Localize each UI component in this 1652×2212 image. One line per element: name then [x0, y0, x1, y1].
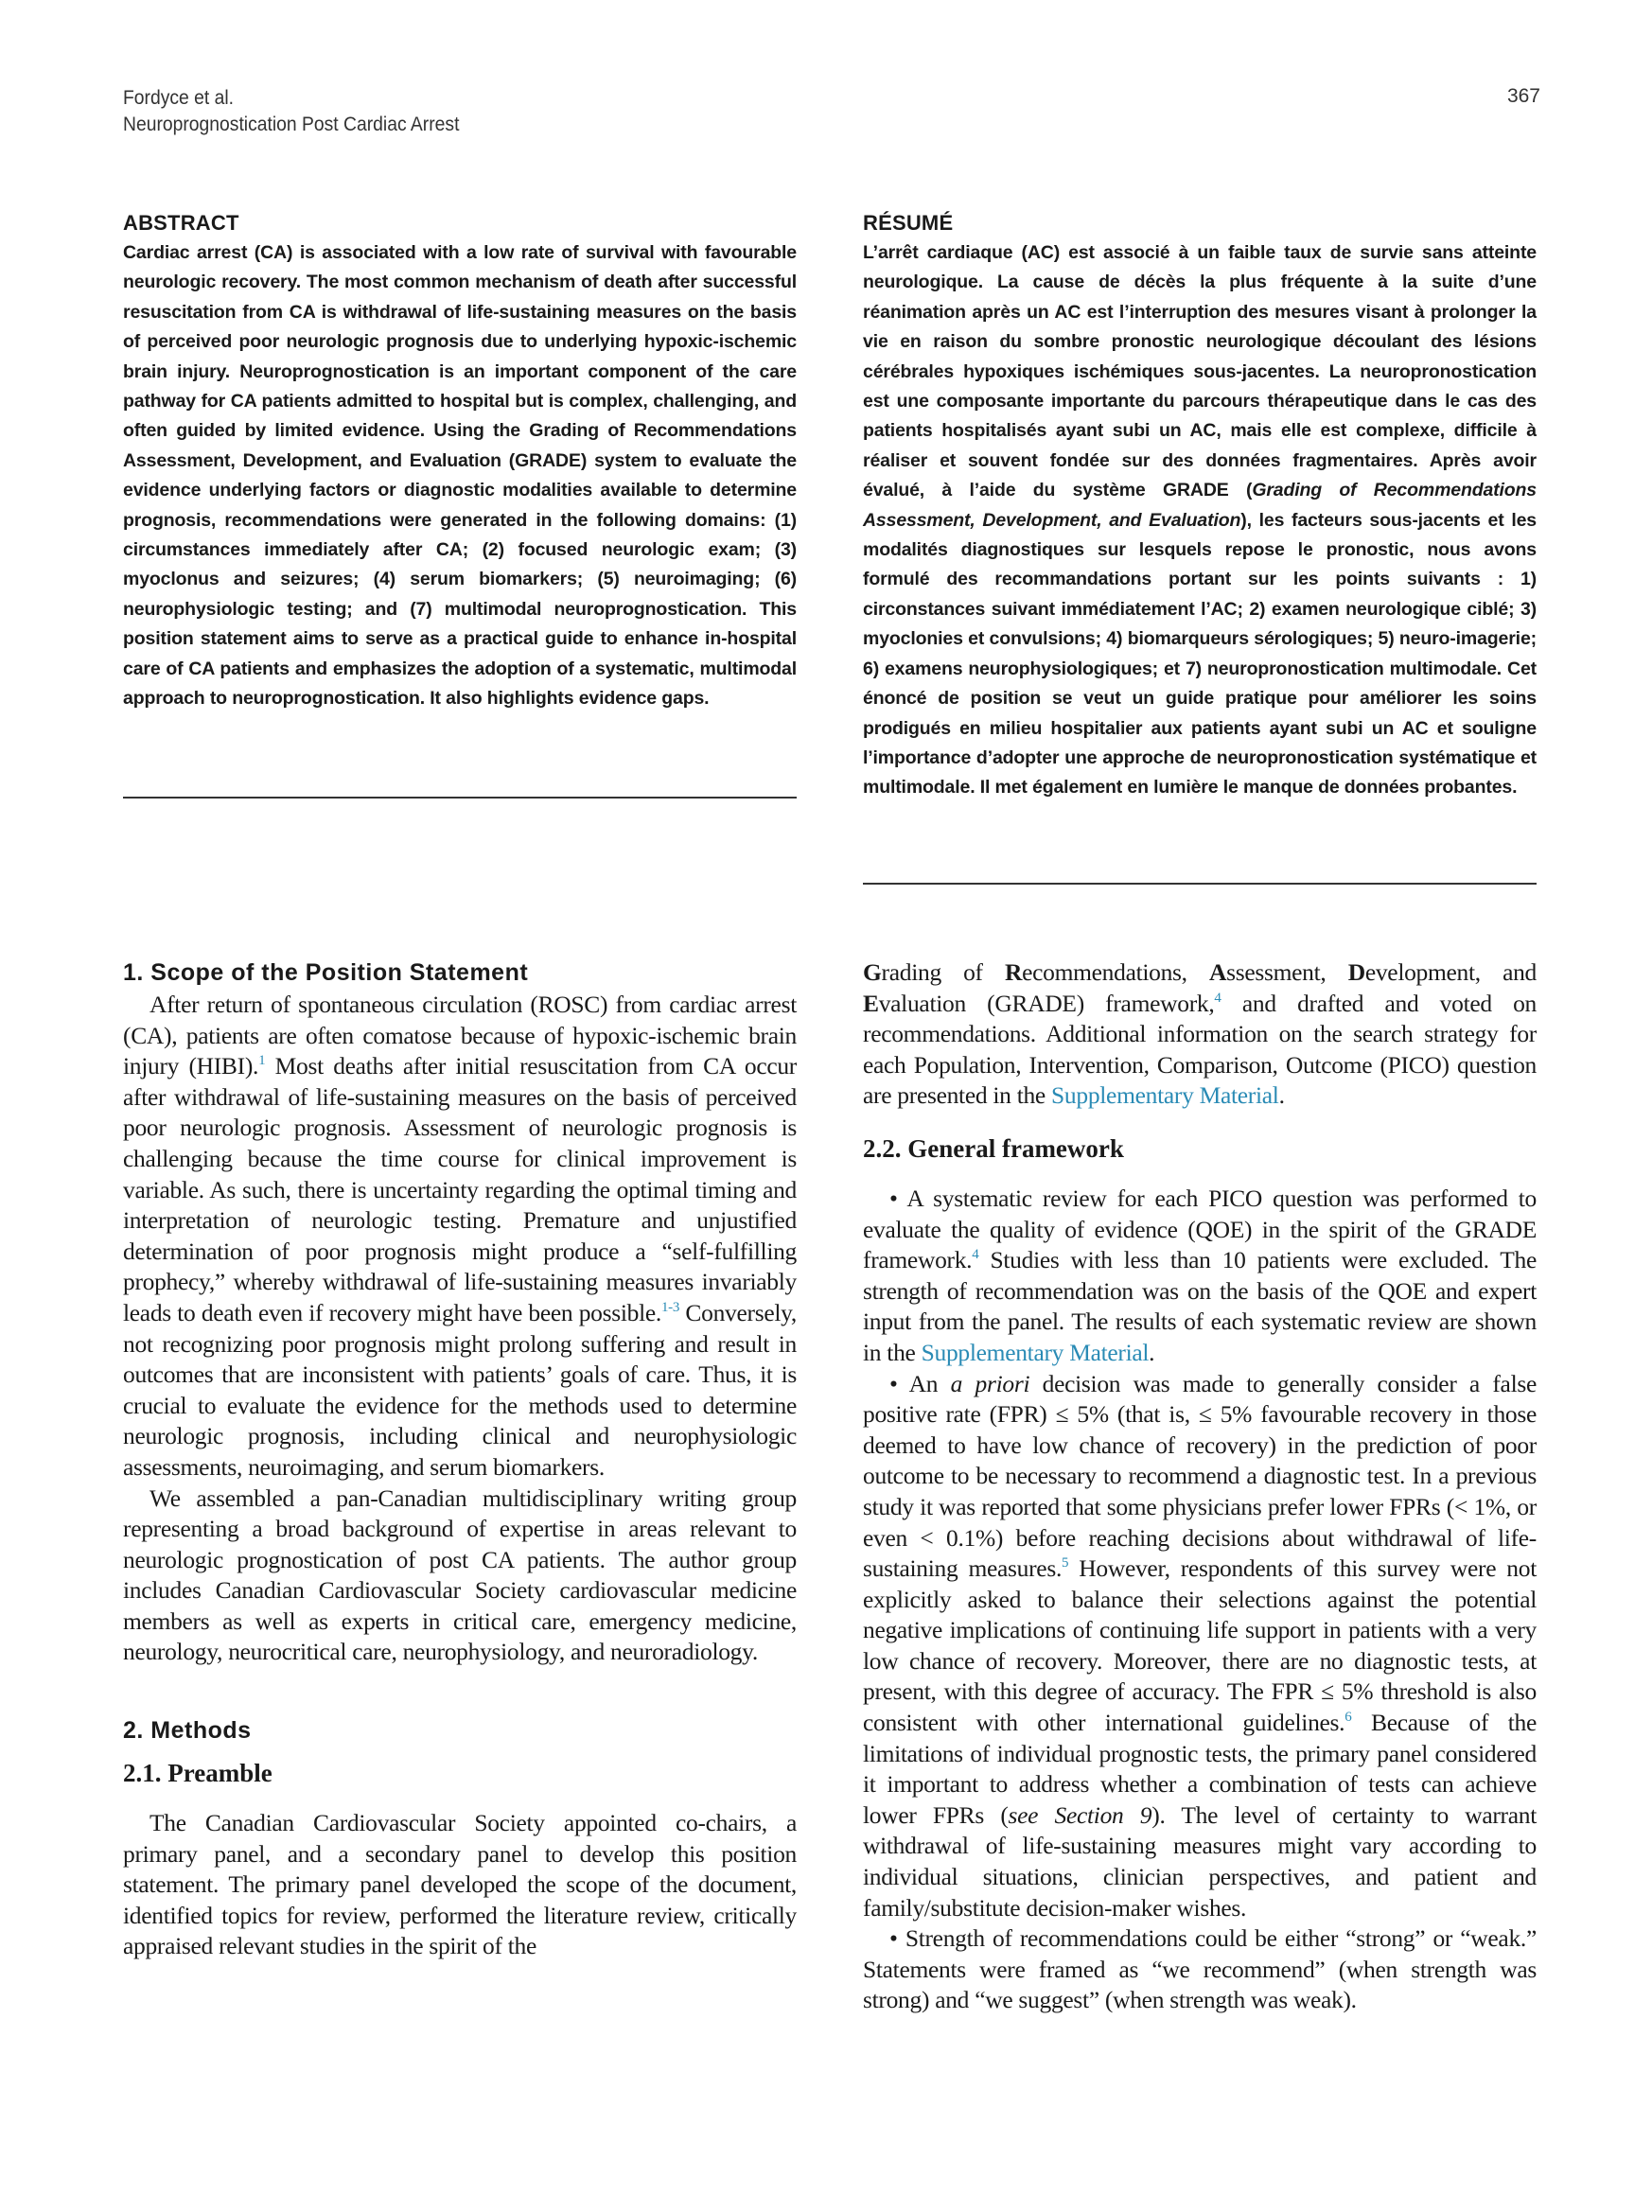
text-run: E	[863, 989, 879, 1017]
subsection-2-1-paragraph: The Canadian Cardiovascular Society appointed co-chairs, a primary panel, and a secondary panel to develop this position statement. The primary panel developed the scope of the document, identified topics for review, performed the literature review, critically appraised relevant studies in the spirit of the	[123, 1809, 797, 1960]
text-run: .	[1149, 1338, 1155, 1366]
text-run: After return of spontaneous circulation (ROSC) from cardiac arrest (CA), patients are often comatose because of hypoxic-ischemic brain injury (HIBI).	[123, 991, 797, 1080]
resume-text-italic: Grading of Recommendations Assessment, Development, and Evaluation	[863, 480, 1537, 531]
body-column-left	[123, 957, 797, 1962]
text-run: G	[863, 958, 882, 986]
text-run-italic: a priori	[950, 1369, 1030, 1397]
resume-text	[863, 238, 1537, 803]
citation-link[interactable]: 1-3	[660, 1299, 680, 1315]
text-run: .	[1278, 1081, 1285, 1110]
text-run: valuation (GRADE) framework,	[878, 989, 1215, 1017]
supplementary-material-link[interactable]: Supplementary Material	[1051, 1081, 1279, 1110]
text-run: Because of the limitations of individual prognostic tests, the primary panel considered it important to address whether a combination of tests can achieve lower FPRs (	[863, 1709, 1537, 1829]
text-run: • A systematic review for each PICO question was performed to evaluate the quality of evidence (QOE) in the spirit of the GRADE framework.	[863, 1184, 1537, 1274]
section-1-paragraph-1	[123, 990, 797, 1483]
resume-text-part: L’arrêt cardiaque (AC) est associé à un faible taux de survie sans atteinte neurologique. La cause de décès la plus fréquente à la suite d’une réanimation après un AC est l’interruption des mesures visant à prolonger la vie en raison du sombre pronostic neurologique découlant des lésions cérébrales hypoxiques ischémiques sous-jacentes. La neuropronostication est une composante importante du parcours thérapeutique dans le cas des patients hospitalisés ayant subi un AC, mais elle est complexe, difficile à réaliser et souvent fondée sur des données fragmentaires. Après avoir évalué, à l’aide du système GRADE (	[863, 242, 1537, 501]
text-run: R	[1004, 958, 1023, 986]
section-1-paragraph-2: We assembled a pan-Canadian multidisciplinary writing group representing a broad background of expertise in areas relevant to neurologic prognostication of post CA patients. The author group includes Canadian Cardiovascular Society cardiovascular medicine members as well as experts in critical care, emergency medicine, neurology, neurocritical care, neurophysiology, and neuroradiology.	[123, 1483, 797, 1666]
abstract-title: ABSTRACT	[123, 211, 239, 235]
framework-bullet-1	[863, 1184, 1537, 1369]
page-number: 367	[1506, 85, 1540, 107]
citation-link[interactable]: 6	[1344, 1710, 1352, 1726]
supplementary-material-link[interactable]: Supplementary Material	[921, 1338, 1150, 1366]
text-run: decision was made to generally consider a false positive rate (FPR) ≤ 5% (that is, ≤ 5% favourable recovery in those deemed to have low chance of recovery) in the prediction of poor outcome to be necessary to recommend a diagnostic test. In a previous study it was reported that some physicians prefer lower FPRs (< 1%, or even < 0.1%) before reaching decisions about withdrawal of life-sustaining measures.	[863, 1369, 1538, 1583]
running-head-authors: Fordyce et al.	[123, 87, 235, 109]
text-run: rading of	[881, 958, 1005, 986]
text-run: • An	[889, 1369, 951, 1397]
text-run: ecommendations,	[1022, 958, 1209, 986]
resume-block	[863, 210, 1537, 803]
section-2-heading: 2. Methods	[123, 1717, 252, 1745]
running-head-title: Neuroprognostication Post Cardiac Arrest	[123, 114, 460, 135]
framework-bullet-2	[863, 1369, 1537, 1924]
running-head	[123, 85, 459, 138]
abstract-block	[123, 210, 797, 714]
text-run: and drafted and voted on recommendations. Additional information on the search strategy for each Population, Intervention, Comparison, Outcome (PICO) question are presented in the	[863, 989, 1537, 1110]
subsection-2-1-paragraph-continued	[863, 957, 1537, 1112]
subsection-2-2-heading: 2.2. General framework	[863, 1133, 1124, 1163]
text-run: Most deaths after initial resuscitation from CA occur after withdrawal of life-sustaining measures on the basis of perceived poor neurologic prognosis. Assessment of neurologic prognosis is challenging because the time course for clinical improvement is variable. As such, there is uncertainty regarding the optimal timing and interpretation of neurologic testing. Premature and unjustified determination of poor prognosis might produce a “self-fulfilling prophecy,” whereby withdrawal of life-sustaining measures invariably leads to death even if recovery might have been possible.	[123, 1052, 797, 1326]
citation-link[interactable]: 1	[258, 1053, 266, 1069]
text-run: Conversely, not recognizing poor prognosis might prolong suffering and result in outcomes that are inconsistent with patients’ goals of care. Thus, it is crucial to evaluate the evidence for the methods used to determine neurologic prognosis, including clinical and neurophysiologic assessments, neuroimaging, and serum biomarkers.	[123, 1298, 797, 1481]
abstract-text: Cardiac arrest (CA) is associated with a low rate of survival with favourable neurologic recovery. The most common mechanism of death after successful resuscitation from CA is withdrawal of life-sustaining measures on the basis of perceived poor neurologic prognosis due to underlying hypoxic-ischemic brain injury. Neuroprognostication is an important component of the care pathway for CA patients admitted to hospital but is complex, challenging, and often guided by limited evidence. Using the Grading of Recommendations Assessment, Development, and Evaluation (GRADE) system to evaluate the evidence underlying factors or diagnostic modalities available to determine prognosis, recommendations were generated in the following domains: (1) circumstances immediately after CA; (2) focused neurologic exam; (3) myoclonus and seizures; (4) serum biomarkers; (5) neuroimaging; (6) neurophysiologic testing; and (7) multimodal neuroprognostication. This position statement aims to serve as a practical guide to enhance in-hospital care of CA patients and emphasizes the adoption of a systematic, multimodal approach to neuroprognostication. It also highlights evidence gaps.	[123, 242, 797, 710]
citation-link[interactable]: 5	[1062, 1555, 1069, 1571]
text-run: D	[1347, 958, 1365, 986]
section-1-heading: 1. Scope of the Position Statement	[123, 959, 529, 986]
subsection-2-1-heading: 2.1. Preamble	[123, 1759, 272, 1788]
section-crossref-link[interactable]: see Section 9	[1008, 1800, 1152, 1829]
text-run: Studies with less than 10 patients were excluded. The strength of recommendation was on the basis of the QOE and expert input from the panel. The results of each systematic review are shown in the	[863, 1246, 1537, 1366]
abstract-divider	[123, 797, 797, 799]
citation-link[interactable]: 4	[972, 1247, 979, 1263]
resume-title: RÉSUMÉ	[863, 211, 954, 235]
framework-bullet-3: • Strength of recommendations could be either “strong” or “weak.” Statements were framed as “we recommend” (when strength was strong) and “we suggest” (when strength was weak).	[863, 1924, 1537, 2014]
text-run: ssessment,	[1226, 958, 1348, 986]
resume-divider	[863, 883, 1537, 885]
citation-link[interactable]: 4	[1214, 990, 1221, 1006]
text-run: A	[1208, 958, 1227, 986]
body-column-right	[863, 957, 1537, 2016]
resume-text-part: ), les facteurs sous-jacents et les modalités diagnostiques sur lesquels repose le pronostic, nous avons formulé des recommandations portant sur les points suivants : 1) circonstances suivant immédiatement l’AC; 2) examen neurologique ciblé; 3) myoclonies et convulsions; 4) biomarqueurs sérologiques; 5) neuro-imagerie; 6) examens neurophysiologiques; et 7) neuropronostication multimodale. Cet énoncé de position se veut un guide pratique pour améliorer les soins prodigués en milieu hospitalier aux patients ayant subi un AC et souligne l’importance d’adopter une approche de neuropronostication systématique et multimodale. Il met également en lumière le manque de données probantes.	[863, 509, 1537, 799]
text-run: evelopment, and	[1364, 958, 1537, 986]
text-run: ). The level of certainty to warrant withdrawal of life-sustaining measures might vary according to individual situations, clinician perspectives, and patient and family/substitute decision-maker wishes.	[863, 1800, 1537, 1922]
text-run: However, respondents of this survey were not explicitly asked to balance their selections against the potential negative implications of continuing life support in patients with a very low chance of recovery. Moreover, there are no diagnostic tests, at present, with this degree of accuracy. The FPR ≤ 5% threshold is also consistent with other international guidelines.	[863, 1554, 1537, 1737]
